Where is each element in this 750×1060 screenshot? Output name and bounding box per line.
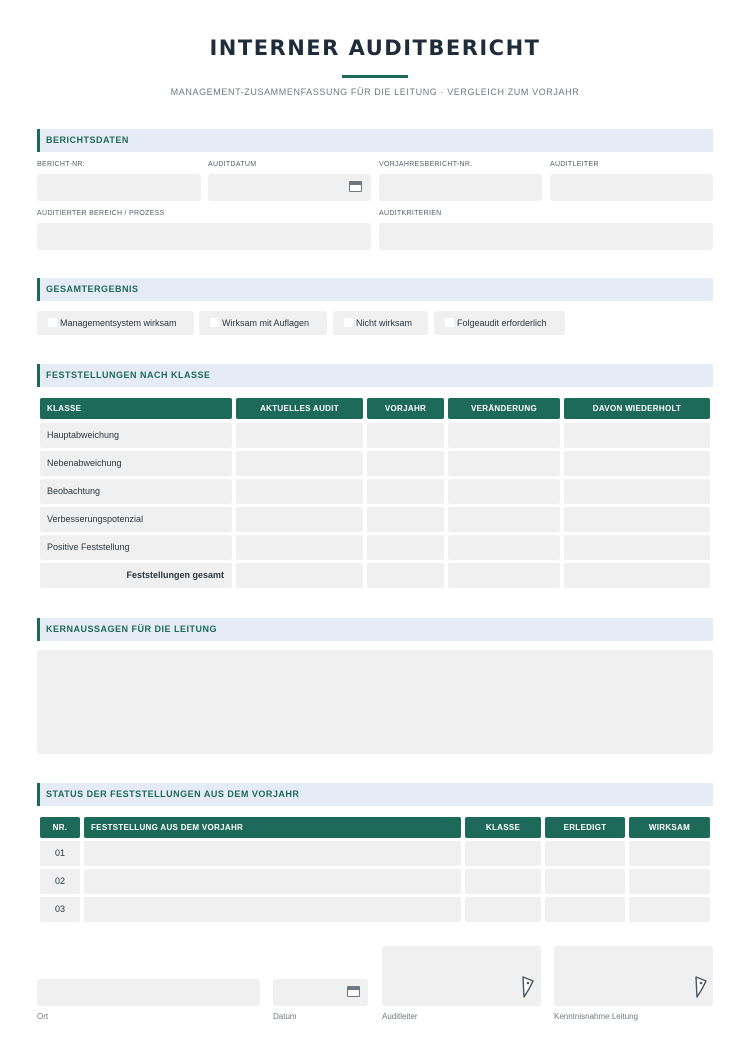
table-cell[interactable] — [629, 897, 710, 922]
table-cell[interactable] — [367, 479, 444, 504]
table-cell[interactable] — [236, 479, 363, 504]
label-datum: Datum — [273, 1012, 297, 1021]
vorjahresbericht-nr-field[interactable] — [379, 174, 542, 201]
option-nicht-wirksam[interactable] — [333, 311, 428, 335]
option-label: Folgeaudit erforderlich — [457, 318, 547, 328]
table-cell[interactable] — [236, 535, 363, 560]
table-cell[interactable] — [465, 869, 541, 894]
table-row-label: Hauptabweichung — [40, 423, 232, 448]
column-header-klasse: KLASSE — [465, 817, 541, 838]
table-row-label: Positive Feststellung — [40, 535, 232, 560]
leitung-signature-field[interactable] — [554, 946, 713, 1006]
table-cell[interactable] — [236, 423, 363, 448]
column-header-vorjahr: VORJAHR — [367, 398, 444, 419]
table-total-cell[interactable] — [448, 563, 560, 588]
table-cell[interactable] — [367, 451, 444, 476]
label-auditleiter-signature: Auditleiter — [382, 1012, 418, 1021]
checkbox[interactable] — [344, 318, 353, 327]
section-status-vorjahr — [37, 783, 713, 806]
document-subtitle: MANAGEMENT-ZUSAMMENFASSUNG FÜR DIE LEITUNG · VERGLEICH ZUM VORJAHR — [170, 87, 580, 97]
bereich-field[interactable] — [37, 223, 371, 250]
auditdatum-field[interactable] — [208, 174, 371, 201]
label-bereich: AUDITIERTER BEREICH / PROZESS — [37, 210, 165, 217]
bericht-nr-field[interactable] — [37, 174, 201, 201]
table-row-label: Beobachtung — [40, 479, 232, 504]
label-bericht-nr: BERICHT-NR. — [37, 161, 86, 168]
column-header-feststellung: FESTSTELLUNG AUS DEM VORJAHR — [84, 817, 461, 838]
table-cell[interactable] — [545, 841, 625, 866]
table-cell[interactable] — [564, 535, 710, 560]
label-leitung-signature: Kenntnisnahme Leitung — [554, 1012, 639, 1021]
table-cell[interactable] — [367, 535, 444, 560]
label-auditkriterien: AUDITKRITERIEN — [379, 210, 442, 217]
document-title: INTERNER AUDITBERICHT — [209, 36, 541, 60]
table-row-label: Nebenabweichung — [40, 451, 232, 476]
table-cell[interactable] — [564, 507, 710, 532]
label-auditleiter: AUDITLEITER — [550, 161, 599, 168]
pen-nib-icon — [521, 975, 535, 999]
table-cell[interactable] — [564, 451, 710, 476]
checkbox[interactable] — [48, 318, 57, 327]
kernaussagen-textarea[interactable] — [37, 650, 713, 754]
table-total-label: Feststellungen gesamt — [40, 563, 232, 588]
table-total-cell[interactable] — [367, 563, 444, 588]
checkbox[interactable] — [210, 318, 219, 327]
auditleiter-field[interactable] — [550, 174, 713, 201]
section-heading: KERNAUSSAGEN FÜR DIE LEITUNG — [46, 624, 218, 634]
table-cell[interactable] — [448, 535, 560, 560]
column-header-aktuelles-audit: AKTUELLES AUDIT — [236, 398, 363, 419]
label-vorjahresbericht-nr: VORJAHRESBERICHT-NR. — [379, 161, 473, 168]
column-header-davon-wiederholt: DAVON WIEDERHOLT — [564, 398, 710, 419]
section-heading: STATUS DER FESTSTELLUNGEN AUS DEM VORJAHR — [46, 789, 300, 799]
table-total-cell[interactable] — [564, 563, 710, 588]
section-heading: BERICHTSDATEN — [46, 135, 129, 145]
table-cell[interactable] — [448, 479, 560, 504]
section-kernaussagen — [37, 618, 713, 641]
option-managementsystem-wirksam[interactable] — [37, 311, 194, 335]
table-cell[interactable] — [545, 869, 625, 894]
checkbox[interactable] — [445, 318, 454, 327]
row-number: 01 — [40, 841, 80, 866]
option-label: Nicht wirksam — [356, 318, 413, 328]
pen-nib-icon — [694, 975, 708, 999]
column-header-nr: NR. — [40, 817, 80, 838]
table-cell[interactable] — [367, 423, 444, 448]
section-feststellungen — [37, 364, 713, 387]
table-cell[interactable] — [236, 507, 363, 532]
label-ort: Ort — [37, 1012, 49, 1021]
option-label: Wirksam mit Auflagen — [222, 318, 310, 328]
table-cell[interactable] — [236, 451, 363, 476]
table-cell[interactable] — [465, 897, 541, 922]
table-cell[interactable] — [367, 507, 444, 532]
auditleiter-signature-field[interactable] — [382, 946, 541, 1006]
table-cell[interactable] — [564, 479, 710, 504]
table-cell[interactable] — [629, 841, 710, 866]
label-auditdatum: AUDITDATUM — [208, 161, 257, 168]
ort-field[interactable] — [37, 979, 260, 1006]
calendar-icon[interactable] — [347, 986, 360, 997]
table-total-cell[interactable] — [236, 563, 363, 588]
table-cell[interactable] — [448, 423, 560, 448]
column-header-erledigt: ERLEDIGT — [545, 817, 625, 838]
table-cell[interactable] — [84, 897, 461, 922]
table-cell[interactable] — [84, 869, 461, 894]
row-number: 03 — [40, 897, 80, 922]
table-row-label: Verbesserungspotenzial — [40, 507, 232, 532]
option-wirksam-mit-auflagen[interactable] — [199, 311, 327, 335]
table-cell[interactable] — [545, 897, 625, 922]
section-heading: FESTSTELLUNGEN NACH KLASSE — [46, 370, 211, 380]
option-label: Managementsystem wirksam — [60, 318, 177, 328]
column-header-wirksam: WIRKSAM — [629, 817, 710, 838]
table-cell[interactable] — [629, 869, 710, 894]
column-header-klasse: KLASSE — [40, 398, 232, 419]
auditkriterien-field[interactable] — [379, 223, 713, 250]
calendar-icon[interactable] — [349, 181, 362, 192]
table-cell[interactable] — [564, 423, 710, 448]
section-heading: GESAMTERGEBNIS — [46, 284, 139, 294]
table-cell[interactable] — [448, 507, 560, 532]
option-folgeaudit-erforderlich[interactable] — [434, 311, 565, 335]
title-underline — [342, 75, 408, 78]
row-number: 02 — [40, 869, 80, 894]
column-header-veraenderung: VERÄNDERUNG — [448, 398, 560, 419]
table-cell[interactable] — [465, 841, 541, 866]
table-cell[interactable] — [448, 451, 560, 476]
section-gesamtergebnis — [37, 278, 713, 301]
section-berichtsdaten — [37, 129, 713, 152]
table-cell[interactable] — [84, 841, 461, 866]
